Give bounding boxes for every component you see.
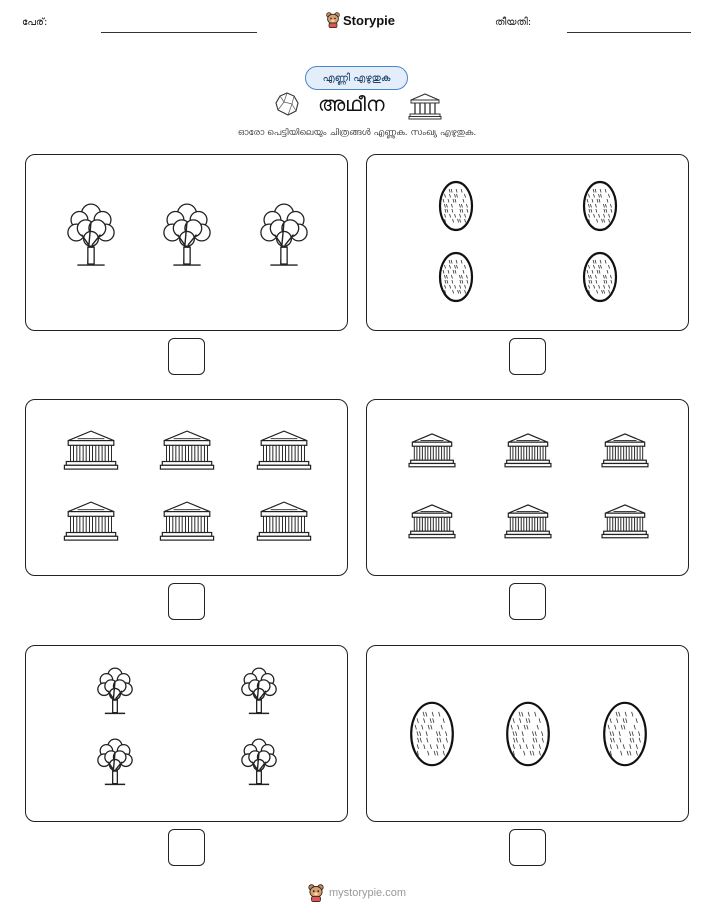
name-label: പേര്:: [22, 17, 48, 28]
answer-box[interactable]: [509, 583, 546, 620]
temple-icon: [409, 434, 455, 467]
answer-box[interactable]: [509, 338, 546, 375]
temple-icon: [64, 431, 117, 469]
answer-box[interactable]: [168, 338, 205, 375]
counting-panel: [25, 645, 348, 822]
temple-icon: [409, 505, 455, 538]
tree-icon: [242, 739, 276, 784]
tree-icon: [164, 204, 210, 265]
tree-icon: [242, 668, 276, 713]
answer-box[interactable]: [168, 829, 205, 866]
activity-badge: എണ്ണി എഴുതുക: [305, 66, 408, 90]
date-label: തീയതി:: [495, 17, 532, 28]
counting-panel: [25, 154, 348, 331]
counting-panel: [366, 154, 689, 331]
counting-panel: [25, 399, 348, 576]
bear-mascot-icon: [326, 12, 340, 28]
answer-box[interactable]: [168, 583, 205, 620]
temple-icon: [257, 431, 310, 469]
tree-icon: [261, 204, 307, 265]
counting-panel: [366, 399, 689, 576]
seed-icon: [584, 253, 616, 301]
counting-panel: [366, 645, 689, 822]
temple-icon: [408, 92, 442, 120]
temple-icon: [257, 502, 310, 540]
brand: [326, 12, 395, 28]
date-line[interactable]: [567, 32, 691, 33]
temple-icon: [64, 502, 117, 540]
temple-icon: [505, 434, 551, 467]
tree-icon: [98, 668, 132, 713]
temple-icon: [602, 434, 648, 467]
brand-name: Storypie: [343, 12, 396, 28]
seed-icon: [440, 182, 472, 230]
seed-icon: [440, 253, 472, 301]
bear-mascot-icon: [308, 884, 324, 902]
name-line[interactable]: [101, 32, 257, 33]
footer-site: mystorypie.com: [329, 887, 407, 899]
tree-icon: [68, 204, 114, 265]
footer: [308, 884, 406, 902]
instructions: ഓരോ പെട്ടിയിലെയും ചിത്രങ്ങൾ എണ്ണുക. സംഖ്യ എഴുതുക.: [237, 128, 477, 138]
tree-icon: [98, 739, 132, 784]
answer-box[interactable]: [509, 829, 546, 866]
page-title: അഥീന: [318, 92, 385, 116]
seed-icon: [604, 703, 646, 765]
seed-icon: [584, 182, 616, 230]
temple-icon: [160, 431, 213, 469]
seed-icon: [411, 703, 453, 765]
title-row: [0, 90, 714, 124]
temple-icon: [602, 505, 648, 538]
seed-icon: [507, 703, 549, 765]
temple-icon: [160, 502, 213, 540]
temple-icon: [505, 505, 551, 538]
rock-icon: [274, 90, 300, 118]
